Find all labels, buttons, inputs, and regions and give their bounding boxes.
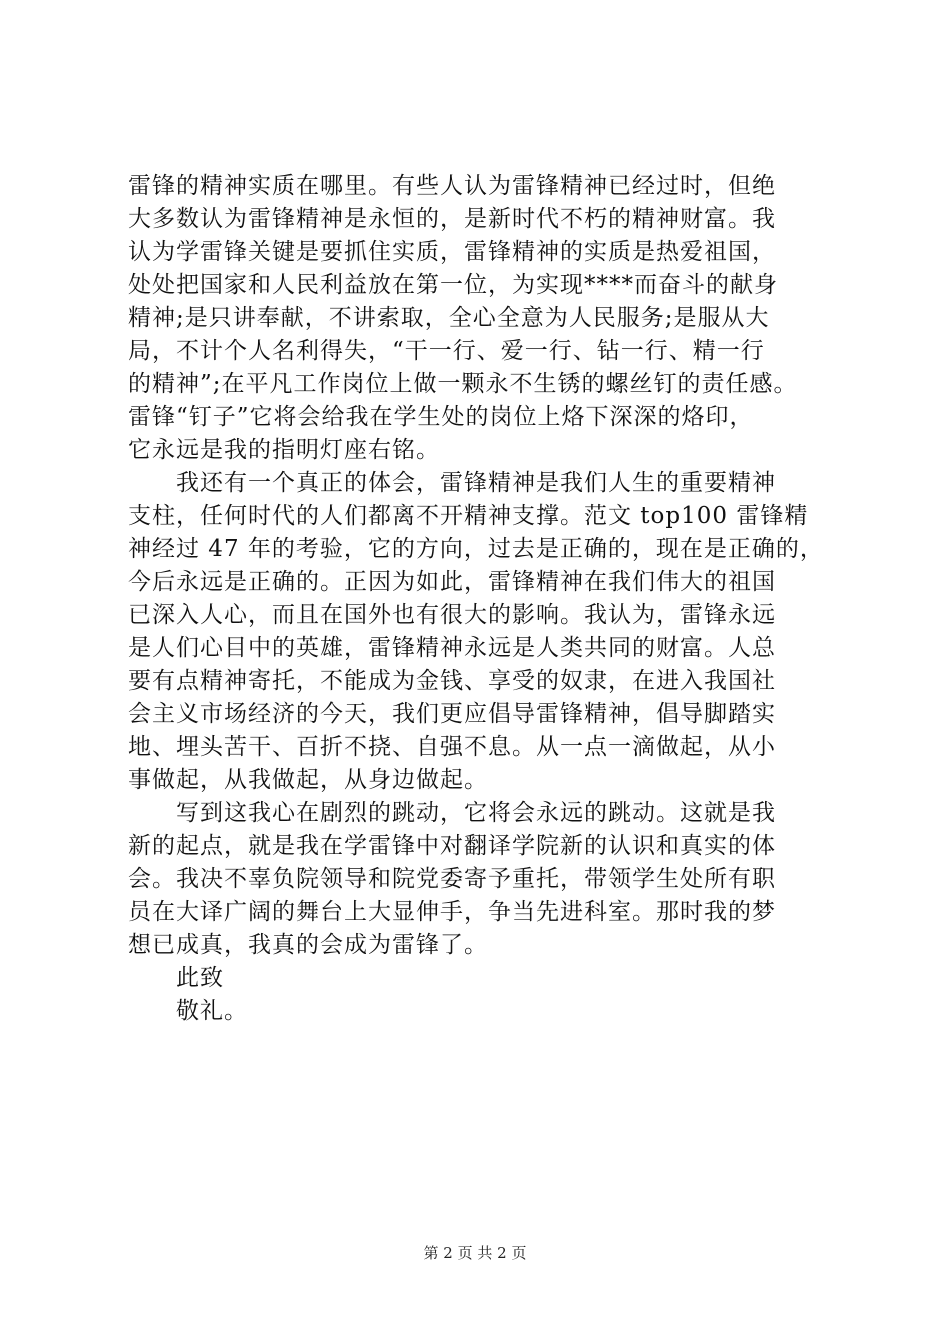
- page-number-footer: 第 2 页 共 2 页: [423, 1244, 527, 1262]
- text-line: 精神;是只讲奉献，不讲索取，全心全意为人民服务;是服从大: [128, 305, 770, 331]
- text-line: 是人们心目中的英雄，雷锋精神永远是人类共同的财富。人总: [128, 635, 776, 661]
- document-body: [128, 170, 848, 1028]
- text-line: 员在大译广阔的舞台上大显伸手，争当先进科室。那时我的梦: [128, 899, 776, 925]
- paragraph-first-line: 我还有一个真正的体会，雷锋精神是我们人生的重要精神: [176, 470, 776, 496]
- text-line: 大多数认为雷锋精神是永恒的，是新时代不朽的精神财富。我: [128, 206, 776, 232]
- text-line: 地、埋头苦干、百折不挠、自强不息。从一点一滴做起，从小: [128, 734, 776, 760]
- closing-salutation: 此致: [176, 965, 224, 991]
- text-line: 认为学雷锋关键是要抓住实质，雷锋精神的实质是热爱祖国，: [128, 239, 776, 265]
- closing-regards: 敬礼。: [176, 998, 248, 1024]
- paragraph-first-line: 写到这我心在剧烈的跳动，它将会永远的跳动。这就是我: [176, 800, 776, 826]
- text-line: 局，不计个人名利得失，“干一行、爱一行、钻一行、精一行: [128, 338, 765, 364]
- text-line: 会。我决不辜负院领导和院党委寄予重托，带领学生处所有职: [128, 866, 776, 892]
- text-line: 雷锋的精神实质在哪里。有些人认为雷锋精神已经过时，但绝: [128, 173, 776, 199]
- text-line: 今后永远是正确的。正因为如此，雷锋精神在我们伟大的祖国: [128, 569, 776, 595]
- text-line: 已深入人心，而且在国外也有很大的影响。我认为，雷锋永远: [128, 602, 776, 628]
- text-line: 雷锋“钉子”它将会给我在学生处的岗位上烙下深深的烙印，: [128, 404, 754, 430]
- text-line: 要有点精神寄托，不能成为金钱、享受的奴隶，在进入我国社: [128, 668, 776, 694]
- text-line: 处处把国家和人民利益放在第一位，为实现****而奋斗的献身: [128, 272, 778, 298]
- text-line: 新的起点，就是我在学雷锋中对翻译学院新的认识和真实的体: [128, 833, 776, 859]
- text-line: 神经过 47 年的考验，它的方向，过去是正确的，现在是正确的，: [128, 536, 824, 562]
- text-line: 它永远是我的指明灯座右铭。: [128, 437, 440, 463]
- text-line: 支柱，任何时代的人们都离不开精神支撑。范文 top100 雷锋精: [128, 503, 809, 529]
- text-line: 的精神”;在平凡工作岗位上做一颗永不生锈的螺丝钉的责任感。: [128, 371, 798, 397]
- text-line: 会主义市场经济的今天，我们更应倡导雷锋精神，倡导脚踏实: [128, 701, 776, 727]
- text-line: 事做起，从我做起，从身边做起。: [128, 767, 488, 793]
- text-line: 想已成真，我真的会成为雷锋了。: [128, 932, 488, 958]
